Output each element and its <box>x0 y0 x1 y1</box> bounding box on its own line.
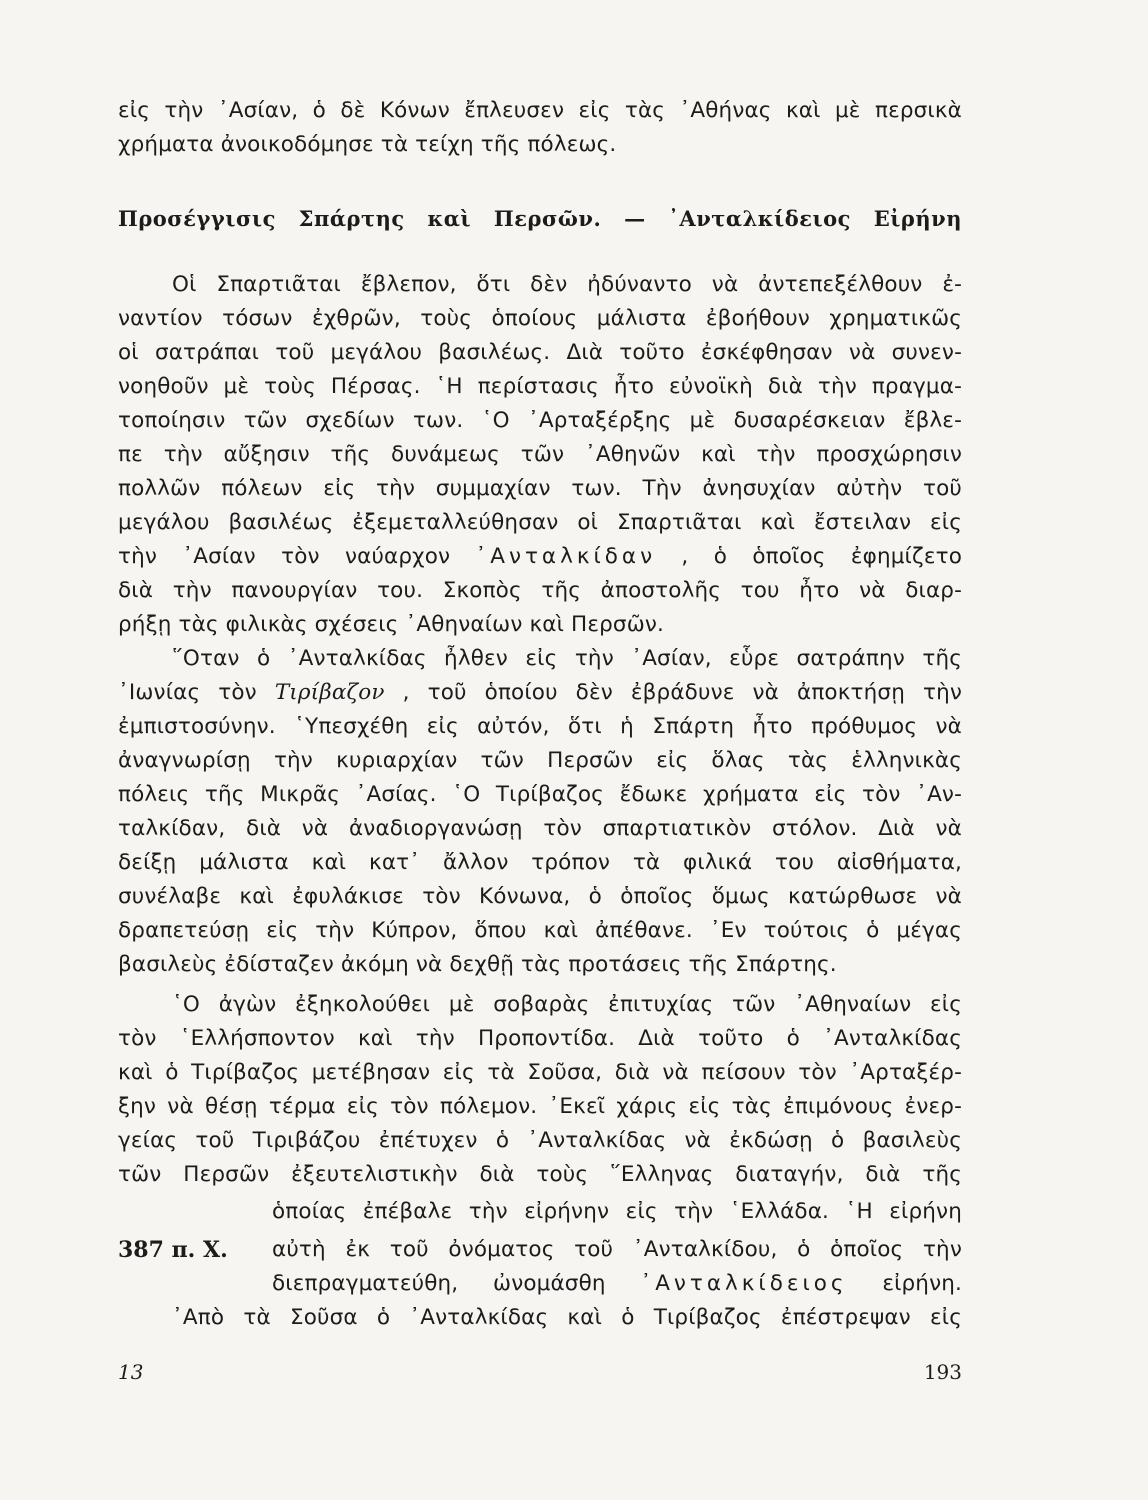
text-line: ῞Οταν ὁ ᾿Ανταλκίδας ἦλθεν εἰς τὴν ᾿Ασίαν, εὗρε σατράπην τῆς <box>172 646 962 671</box>
text-line: ταλκίδαν, διὰ νὰ ἀναδιοργανώσῃ τὸν σπαρτιατικὸν στόλον. Διὰ νὰ <box>118 816 962 841</box>
text-line: γείας τοῦ Τιριβάζου ἐπέτυχεν ὁ ᾿Ανταλκίδας νὰ ἐκδώσῃ ὁ βασιλεὺς <box>118 1128 962 1153</box>
text-line: καὶ ὁ Τιρίβαζος μετέβησαν εἰς τὰ Σοῦσα, διὰ νὰ πείσουν τὸν ᾿Αρταξέρ- <box>118 1060 962 1085</box>
text-line: αὐτὴ ἐκ τοῦ ὀνόματος τοῦ ᾿Ανταλκίδου, ὁ ὁποῖος τὴν <box>272 1237 962 1262</box>
spaced-name: ᾿Ανταλκίδειος <box>640 1271 848 1296</box>
text-line: τὸν ῾Ελλήσποντον καὶ τὴν Προποντίδα. Διὰ τοῦτο ὁ ᾿Ανταλκίδας <box>118 1026 962 1051</box>
text-segment: εἰρήνη. <box>882 1271 962 1296</box>
text-line: συνέλαβε καὶ ἐφυλάκισε τὸν Κόνωνα, ὁ ὁποῖος ὅμως κατώρθωσε νὰ <box>118 884 962 909</box>
text-line: δραπετεύσῃ εἰς τὴν Κύπρον, ὅπου καὶ ἀπέθανε. ᾿Εν τούτοις ὁ μέγας <box>118 918 962 943</box>
page-number: 193 <box>923 1360 962 1384</box>
text-segment: διεπραγματεύθη, ὠνομάσθη <box>272 1271 641 1296</box>
text-line: ᾿Απὸ τὰ Σοῦσα ὁ ᾿Ανταλκίδας καὶ ὁ Τιρίβαζος ἐπέστρεψαν εἰς <box>172 1305 962 1330</box>
text-line: ξην νὰ θέσῃ τέρμα εἰς τὸν πόλεμον. ᾿Εκεῖ χάρις εἰς τὰς ἐπιμόνους ἐνερ- <box>118 1094 962 1119</box>
text-segment: ᾿Ιωνίας τὸν <box>118 680 275 705</box>
text-segment: , ὁ ὁποῖος ἐφημίζετο <box>681 544 962 569</box>
text-line: Οἱ Σπαρτιᾶται ἔβλεπον, ὅτι δὲν ἠδύναντο νὰ ἀντεπεξέλθουν ἐ- <box>172 272 962 297</box>
text-line: μεγάλου βασιλέως ἐξεμεταλλεύθησαν οἱ Σπαρτιᾶται καὶ ἔστειλαν εἰς <box>118 510 962 535</box>
text-line: βασιλεὺς ἐδίσταζεν ἀκόμη νὰ δεχθῇ τὰς προτάσεις τῆς Σπάρτης. <box>118 952 837 977</box>
text-line: οἱ σατράπαι τοῦ μεγάλου βασιλέως. Διὰ τοῦτο ἐσκέφθησαν νὰ συνεν- <box>118 340 962 365</box>
text-line: εἰς τὴν ᾿Ασίαν, ὁ δὲ Κόνων ἔπλευσεν εἰς τὰς ᾿Αθήνας καὶ μὲ περσικὰ <box>118 98 962 123</box>
text-line: διὰ τὴν πανουργίαν του. Σκοπὸς τῆς ἀποστολῆς του ἦτο νὰ διαρ- <box>118 578 962 603</box>
text-segment: τὴν ᾿Ασίαν τὸν ναύαρχον <box>118 544 476 569</box>
text-line: πόλεις τῆς Μικρᾶς ᾿Ασίας. ῾Ο Τιρίβαζος ἔδωκε χρήματα εἰς τὸν ᾿Αν- <box>118 782 962 807</box>
text-line: τοποίησιν τῶν σχεδίων των. ῾Ο ᾿Αρταξέρξης μὲ δυσαρέσκειαν ἔβλε- <box>118 408 962 433</box>
text-line: πολλῶν πόλεων εἰς τὴν συμμαχίαν των. Τὴν ἀνησυχίαν αὐτὴν τοῦ <box>118 476 962 501</box>
text-line <box>118 540 962 574</box>
text-line: τῶν Περσῶν ἐξευτελιστικὴν διὰ τοὺς ῞Ελληνας διαταγήν, διὰ τῆς <box>118 1162 962 1187</box>
text-line: νοηθοῦν μὲ τοὺς Πέρσας. ῾Η περίστασις ἦτο εὐνοϊκὴ διὰ τὴν πραγμα- <box>118 374 962 399</box>
signature-mark: 13 <box>118 1360 144 1384</box>
italic-name: Τιρίβαζον <box>274 680 385 705</box>
text-line <box>272 1267 962 1301</box>
section-heading: Προσέγγισις Σπάρτης καὶ Περσῶν. — ᾿Ανταλκίδειος Εἰρήνη <box>118 206 962 231</box>
spaced-name: ᾿Ανταλκίδαν <box>475 544 657 569</box>
text-line: ὁποίας ἐπέβαλε τὴν εἰρήνην εἰς τὴν ῾Ελλάδα. ῾Η εἰρήνη <box>272 1199 962 1224</box>
text-line: πε τὴν αὔξησιν τῆς δυνάμεως τῶν ᾿Αθηνῶν καὶ τὴν προσχώρησιν <box>118 442 962 467</box>
text-line: ναντίον τόσων ἐχθρῶν, τοὺς ὁποίους μάλιστα ἐβοήθουν χρηματικῶς <box>118 306 962 331</box>
text-line: ἀναγνωρίσῃ τὴν κυριαρχίαν τῶν Περσῶν εἰς ὅλας τὰς ἑλληνικὰς <box>118 748 962 773</box>
text-line: χρήματα ἀνοικοδόμησε τὰ τείχη τῆς πόλεως. <box>118 132 617 157</box>
text-line: ρήξῃ τὰς φιλικὰς σχέσεις ᾿Αθηναίων καὶ Περσῶν. <box>118 612 664 637</box>
text-line: ῾Ο ἀγὼν ἐξηκολούθει μὲ σοβαρὰς ἐπιτυχίας τῶν ᾿Αθηναίων εἰς <box>172 992 962 1017</box>
text-line: ἐμπιστοσύνην. ῾Υπεσχέθη εἰς αὐτόν, ὅτι ἡ Σπάρτη ἦτο πρόθυμος νὰ <box>118 714 962 739</box>
margin-date: 387 π. Χ. <box>118 1237 228 1263</box>
text-segment: , τοῦ ὁποίου δὲν ἐβράδυνε νὰ ἀποκτήσῃ τὴν <box>402 680 962 705</box>
text-line: δείξῃ μάλιστα καὶ κατ᾿ ἄλλον τρόπον τὰ φιλικά του αἰσθήματα, <box>118 850 962 875</box>
text-line <box>118 676 962 710</box>
